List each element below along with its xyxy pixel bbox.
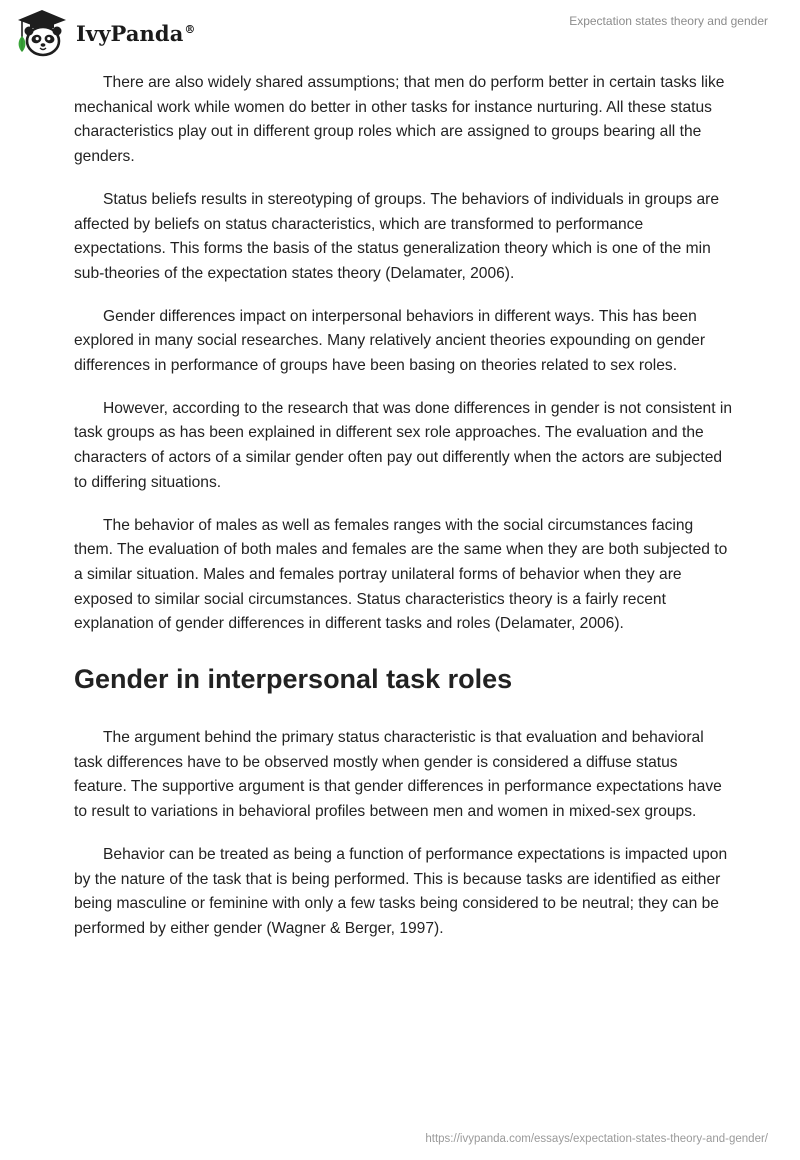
paragraph: Status beliefs results in stereotyping of groups. The behaviors of individuals in groups are affected by beliefs on status characteristics, which are transformed to performance expectations. This forms the basis of the status generalization theory which is one of the min sub-theories of the expectation states theory (Delamater, 2006). <box>74 190 720 282</box>
paragraph: The argument behind the primary status characteristic is that evaluation and behavioral task differences have to be observed mostly when gender is considered a diffuse status feature. The supportive argument is that gender differences in performance expectations have to result to variations in behavioral profiles between men and women in mixed-sex groups. <box>74 729 722 821</box>
essay-content <box>74 71 734 960</box>
panda-graduate-logo-icon <box>14 8 70 58</box>
brand-name: IvyPanda® <box>76 20 196 46</box>
document-title: Expectation states theory and gender <box>569 14 768 28</box>
paragraph: Gender differences impact on interpersonal behaviors in different ways. This has been explored in many social researches. Many relatively ancient theories expounding on gender differences in performance of groups have been basing on theories related to sex roles. <box>74 307 706 375</box>
paragraph: However, according to the research that was done differences in gender is not consistent in task groups as has been explained in different sex role approaches. The evaluation and the characters of actors of a similar gender often pay out differently when the actors are subjected to differing situations. <box>74 399 733 491</box>
ivypanda-logo[interactable] <box>14 8 196 58</box>
paragraph: Behavior can be treated as being a function of performance expectations is impacted upon by the nature of the task that is being performed. This is because tasks are identified as either being masculine or feminine with only a few tasks being considered to be neutral; they can be performed by either gender (Wagner & Berger, 1997). <box>74 845 728 937</box>
page-header <box>0 0 800 64</box>
source-url[interactable]: https://ivypanda.com/essays/expectation-states-theory-and-gender/ <box>425 1133 768 1145</box>
paragraph: The behavior of males as well as females ranges with the social circumstances facing them. The evaluation of both males and females are the same when they are both subjected to a similar situation. Males and females portray unilateral forms of behavior when they are exposed to similar social circumstances. Status characteristics theory is a fairly recent explanation of gender differences in different tasks and roles (Delamater, 2006). <box>74 516 728 633</box>
section-heading: Gender in interpersonal task roles <box>74 664 513 695</box>
paragraph: There are also widely shared assumptions; that men do perform better in certain tasks like mechanical work while women do better in other tasks for instance nurturing. All these status characteristics play out in different group roles which are assigned to groups bearing all the genders. <box>74 74 725 166</box>
